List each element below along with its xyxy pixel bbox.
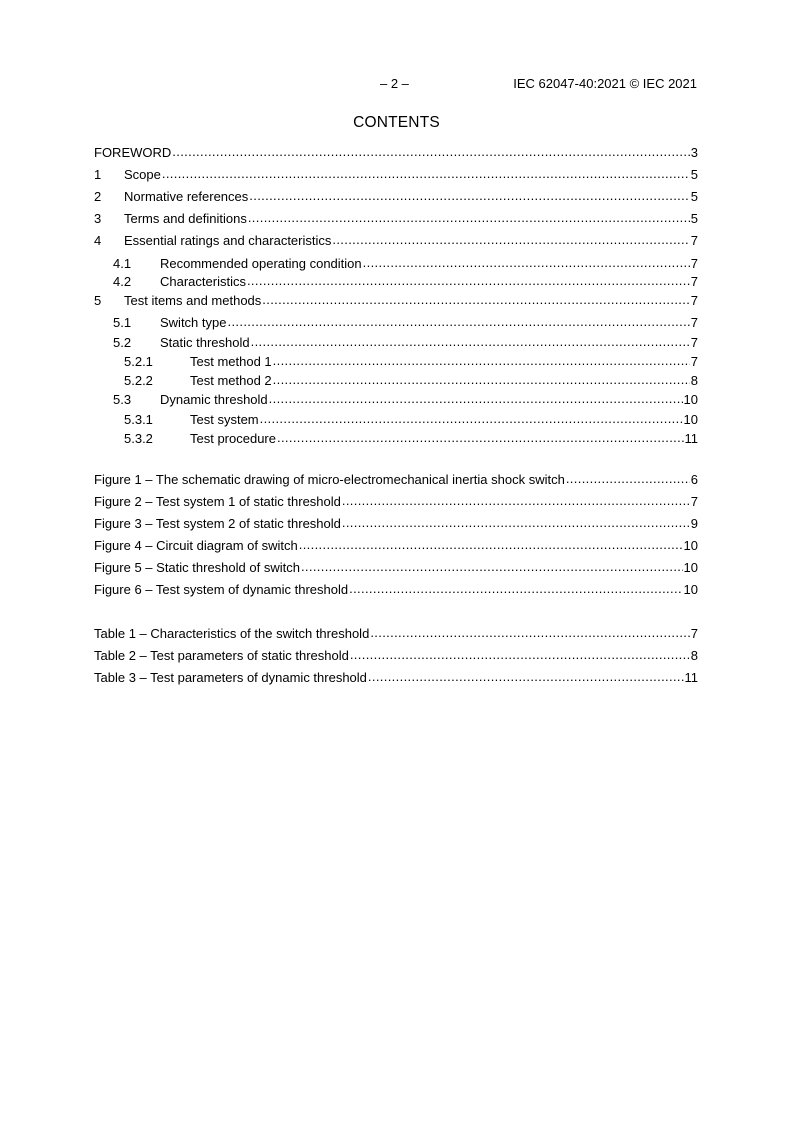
toc-entry-page: 7 (690, 274, 698, 289)
figure-entry-3[interactable] (94, 516, 698, 532)
toc-entry-4[interactable] (94, 233, 698, 249)
figure-entry-title: Figure 2 – Test system 1 of static threshold (94, 494, 341, 509)
toc-leader (260, 411, 683, 427)
toc-entry-page: 3 (690, 145, 698, 160)
toc-entry-page: 7 (690, 335, 698, 350)
figure-entry-4[interactable] (94, 538, 698, 554)
table-entry-title: Table 2 – Test parameters of static threshold (94, 648, 349, 663)
toc-entry-number: 5.2.2 (124, 373, 153, 388)
toc-entry-title: Test method 2 (190, 373, 272, 388)
toc-entry-page: 7 (690, 315, 698, 330)
table-entry-title: Table 3 – Test parameters of dynamic threshold (94, 670, 367, 685)
toc-leader (332, 232, 689, 248)
toc-entry-title: Test system (190, 412, 259, 427)
toc-entry-page: 7 (690, 354, 698, 369)
toc-entry-page: 5 (690, 189, 698, 204)
toc-entry-page: 10 (683, 392, 698, 407)
toc-entry-5-3[interactable] (113, 392, 698, 408)
toc-entry-number: 5.1 (113, 315, 132, 330)
toc-entry-page: 7 (690, 233, 698, 248)
toc-entry-title: FOREWORD (94, 145, 172, 160)
toc-leader (251, 334, 690, 350)
toc-leader (370, 625, 689, 641)
contents-title: CONTENTS (353, 114, 440, 131)
toc-leader (162, 166, 690, 182)
toc-entry-title: Characteristics (160, 274, 246, 289)
figure-entry-2[interactable] (94, 494, 698, 510)
toc-entry-number: 5.3 (113, 392, 132, 407)
toc-entry-page: 8 (690, 373, 698, 388)
toc-entry-number: 5.3.1 (124, 412, 153, 427)
toc-entry-5-2-1[interactable] (124, 354, 698, 370)
page-number: – 2 – (380, 76, 409, 91)
toc-leader (248, 210, 690, 226)
toc-entry-page: 11 (684, 431, 698, 446)
toc-leader (349, 581, 682, 597)
figure-entry-page: 7 (690, 494, 698, 509)
toc-entry-title: Recommended operating condition (160, 256, 362, 271)
toc-leader (301, 559, 683, 575)
toc-entry-number: 5.3.2 (124, 431, 153, 446)
figure-entry-6[interactable] (94, 582, 698, 598)
figure-entry-5[interactable] (94, 560, 698, 576)
toc-entry-title: Static threshold (160, 335, 250, 350)
toc-entry-1[interactable] (94, 167, 698, 183)
table-entry-page: 8 (690, 648, 698, 663)
toc-entry-number: 5.2.1 (124, 354, 153, 369)
toc-entry-page: 7 (690, 256, 698, 271)
toc-leader (172, 144, 689, 160)
figure-entry-page: 10 (683, 538, 698, 553)
figure-entry-page: 10 (683, 560, 698, 575)
toc-entry-5-3-1[interactable] (124, 412, 698, 428)
table-entry-page: 7 (690, 626, 698, 641)
toc-entry-title: Test method 1 (190, 354, 272, 369)
figure-entry-page: 10 (683, 582, 698, 597)
toc-entry-title: Test procedure (190, 431, 276, 446)
toc-leader (363, 255, 690, 271)
toc-entry-page: 7 (690, 293, 698, 308)
toc-entry-page: 5 (690, 167, 698, 182)
toc-entry-4-1[interactable] (113, 256, 698, 272)
toc-leader (269, 391, 683, 407)
toc-entry-number: 5 (94, 293, 102, 308)
table-entry-1[interactable] (94, 626, 698, 642)
toc-entry-number: 2 (94, 189, 102, 204)
toc-entry-number: 4.1 (113, 256, 132, 271)
toc-leader (342, 515, 690, 531)
table-entry-3[interactable] (94, 670, 698, 686)
table-entry-2[interactable] (94, 648, 698, 664)
toc-entry-title: Scope (124, 167, 161, 182)
toc-entry-number: 4.2 (113, 274, 132, 289)
toc-leader (277, 430, 684, 446)
toc-entry-title: Essential ratings and characteristics (124, 233, 332, 248)
toc-entry-5-3-2[interactable] (124, 431, 698, 447)
toc-entry-foreword[interactable] (94, 145, 698, 161)
toc-entry-title: Switch type (160, 315, 227, 330)
toc-leader (227, 314, 689, 330)
figure-entry-title: Figure 1 – The schematic drawing of micro-electromechanical inertia shock switch (94, 472, 565, 487)
toc-entry-4-2[interactable] (113, 274, 698, 290)
table-entry-page: 11 (684, 670, 698, 685)
page-header (0, 76, 793, 92)
figure-entry-title: Figure 6 – Test system of dynamic threshold (94, 582, 349, 597)
toc-leader (299, 537, 683, 553)
toc-leader (350, 647, 690, 663)
toc-leader (249, 188, 689, 204)
toc-entry-title: Terms and definitions (124, 211, 247, 226)
toc-entry-page: 10 (683, 412, 698, 427)
toc-leader (368, 669, 684, 685)
figure-entry-page: 6 (690, 472, 698, 487)
figure-entry-title: Figure 4 – Circuit diagram of switch (94, 538, 298, 553)
toc-leader (273, 372, 690, 388)
toc-entry-number: 3 (94, 211, 102, 226)
figure-entry-title: Figure 3 – Test system 2 of static threshold (94, 516, 341, 531)
toc-entry-2[interactable] (94, 189, 698, 205)
toc-entry-number: 5.2 (113, 335, 132, 350)
toc-entry-title: Normative references (124, 189, 249, 204)
figure-entry-title: Figure 5 – Static threshold of switch (94, 560, 300, 575)
document-reference: IEC 62047-40:2021 © IEC 2021 (513, 76, 697, 91)
toc-leader (566, 471, 690, 487)
toc-entry-5-1[interactable] (113, 315, 698, 331)
toc-entry-5[interactable] (94, 293, 698, 309)
toc-entry-5-2-2[interactable] (124, 373, 698, 389)
toc-entry-title: Dynamic threshold (160, 392, 268, 407)
toc-leader (342, 493, 690, 509)
toc-entry-page: 5 (690, 211, 698, 226)
toc-entry-5-2[interactable] (113, 335, 698, 351)
toc-entry-3[interactable] (94, 211, 698, 227)
figure-entry-1[interactable] (94, 472, 698, 488)
toc-entry-number: 1 (94, 167, 102, 182)
table-entry-title: Table 1 – Characteristics of the switch threshold (94, 626, 370, 641)
toc-leader (247, 273, 690, 289)
figure-entry-page: 9 (690, 516, 698, 531)
toc-entry-number: 4 (94, 233, 102, 248)
toc-entry-title: Test items and methods (124, 293, 262, 308)
toc-leader (273, 353, 690, 369)
toc-leader (262, 292, 689, 308)
